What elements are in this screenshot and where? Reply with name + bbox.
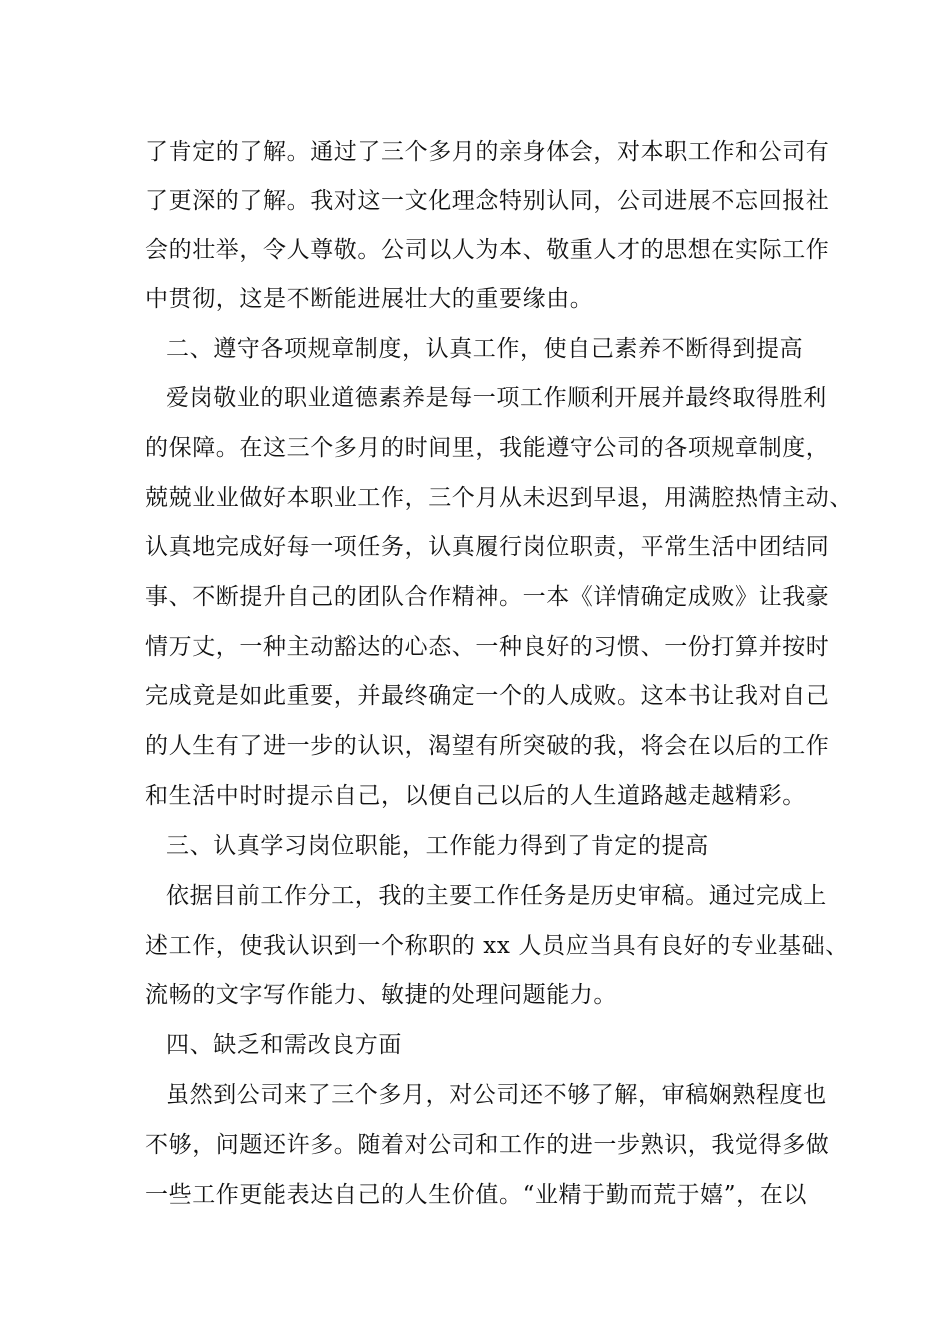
section-heading: 四、缺乏和需改良方面 (166, 1032, 402, 1058)
body-line: 会的壮举，令人尊敬。公司以人为本、敬重人才的思想在实际工作 (145, 237, 830, 263)
paragraph-first-line: 依据目前工作分工，我的主要工作任务是历史审稿。通过完成上 (166, 883, 827, 909)
body-line: 了更深的了解。我对这一文化理念特别认同，公司进展不忘回报社 (145, 188, 830, 214)
body-line: 流畅的文字写作能力、敏捷的处理问题能力。 (145, 982, 617, 1008)
body-line: 认真地完成好每一项任务，认真履行岗位职责，平常生活中团结同 (145, 534, 830, 560)
body-line: 兢兢业业做好本职业工作，三个月从未迟到早退，用满腔热情主动、 (145, 485, 853, 511)
body-line: 述工作，使我认识到一个称职的 xx 人员应当具有良好的专业基础、 (145, 933, 849, 959)
body-line: 完成竟是如此重要，并最终确定一个的人成败。这本书让我对自己 (145, 683, 830, 709)
body-line: 事、不断提升自己的团队合作精神。一本《详情确定成败》让我豪 (145, 584, 830, 610)
body-line: 的人生有了进一步的认识，渴望有所突破的我，将会在以后的工作 (145, 733, 830, 759)
section-heading: 三、认真学习岗位职能，工作能力得到了肯定的提高 (166, 833, 709, 859)
body-line: 了肯定的了解。通过了三个多月的亲身体会，对本职工作和公司有 (145, 139, 830, 165)
body-line: 的保障。在这三个多月的时间里，我能遵守公司的各项规章制度， (145, 435, 830, 461)
body-line: 不够，问题还许多。随着对公司和工作的进一步熟识，我觉得多做 (145, 1132, 830, 1158)
body-line: 和生活中时时提示自己，以便自己以后的人生道路越走越精彩。 (145, 783, 806, 809)
body-line: 情万丈，一种主动豁达的心态、一种良好的习惯、一份打算并按时 (145, 634, 830, 660)
body-line: 中贯彻，这是不断能进展壮大的重要缘由。 (145, 286, 594, 312)
paragraph-first-line: 爱岗敬业的职业道德素养是每一项工作顺利开展并最终取得胜利 (166, 385, 827, 411)
body-line: 一些工作更能表达自己的人生价值。“业精于勤而荒于嬉”，在以 (145, 1182, 807, 1208)
paragraph-first-line: 虽然到公司来了三个多月，对公司还不够了解，审稿娴熟程度也 (166, 1082, 827, 1108)
section-heading: 二、遵守各项规章制度，认真工作，使自己素养不断得到提高 (166, 336, 804, 362)
